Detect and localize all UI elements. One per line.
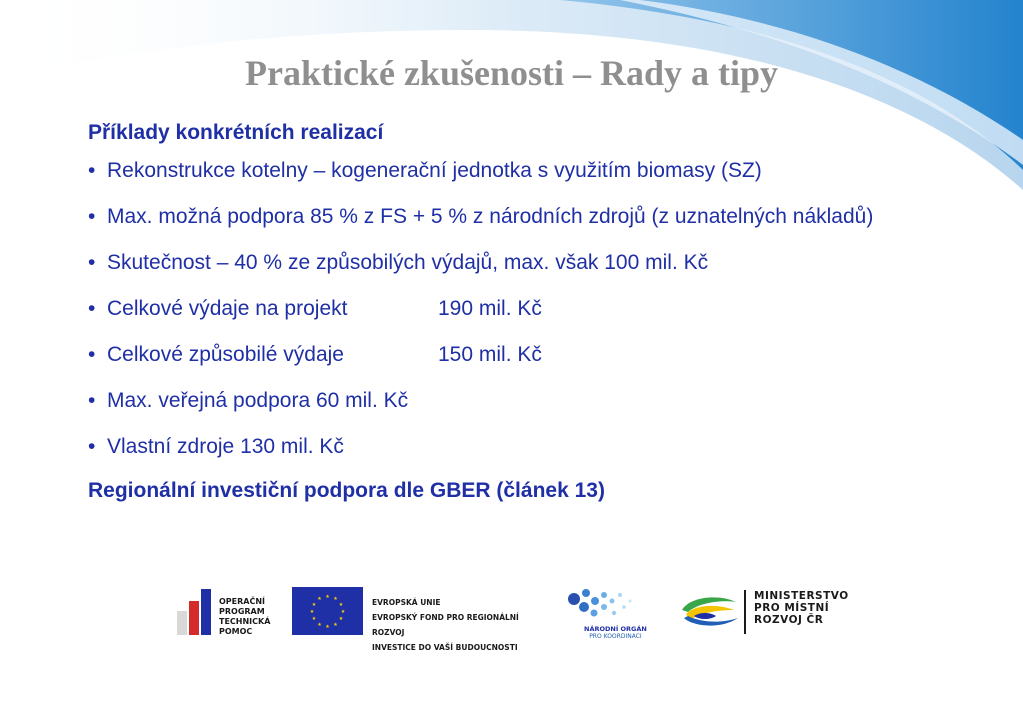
optp-line: POMOC (219, 627, 253, 636)
nok-logo (560, 585, 650, 645)
slide-title: Praktické zkušenosti – Rady a tipy (244, 53, 779, 93)
optp-bars-icon (177, 587, 217, 637)
svg-text:★: ★ (317, 596, 322, 602)
svg-text:★: ★ (333, 622, 338, 628)
svg-text:★: ★ (317, 622, 322, 628)
bullet-list (88, 157, 918, 461)
nok-line: NÁRODNÍ ORGÁN (584, 625, 647, 633)
eu-text (372, 595, 552, 655)
optp-logo (177, 587, 272, 637)
mmr-line: MINISTERSTVO (754, 590, 849, 602)
mmr-line: PRO MÍSTNÍ (754, 602, 830, 614)
row-value: 190 mil. Kč (438, 297, 542, 320)
svg-text:★: ★ (338, 616, 344, 622)
nok-line: PRO KOORDINACI (589, 633, 642, 640)
eu-logo (292, 587, 552, 652)
svg-text:★: ★ (309, 609, 315, 615)
slide-content (88, 121, 918, 503)
eu-line: EVROPSKÝ FOND PRO REGIONÁLNÍ ROZVOJ (372, 613, 519, 637)
mmr-text (754, 590, 849, 626)
eu-flag-icon (292, 587, 363, 635)
optp-line: TECHNICKÁ (219, 617, 271, 626)
nok-dots-icon (564, 585, 634, 623)
logo-strip (0, 580, 1023, 650)
svg-text:★: ★ (333, 596, 338, 602)
mmr-line: ROZVOJ ČR (754, 614, 824, 626)
footer-heading: Regionální investiční podpora dle GBER (článek 13) (88, 479, 605, 502)
eu-line: EVROPSKÁ UNIE (372, 598, 441, 607)
bullet-item: • Rekonstrukce kotelny – kogenerační jednotka s využitím biomasy (SZ) (88, 157, 918, 185)
svg-text:★: ★ (325, 594, 330, 600)
optp-line: OPERAČNÍ (219, 597, 266, 606)
bullet-item: • Skutečnost – 40 % ze způsobilých výdajů, max. však 100 mil. Kč (88, 249, 918, 277)
svg-text:★: ★ (340, 609, 346, 615)
mmr-divider (744, 590, 746, 634)
mmr-logo (680, 588, 860, 638)
bullet-item: • Max. veřejná podpora 60 mil. Kč (88, 387, 918, 415)
row-label: Celkové výdaje na projekt (107, 297, 348, 320)
nok-text (584, 625, 647, 640)
svg-text:★: ★ (325, 624, 330, 630)
svg-text:★: ★ (311, 616, 317, 622)
optp-text (219, 597, 270, 637)
optp-line: PROGRAM (219, 607, 265, 616)
mmr-emblem-icon (680, 592, 740, 632)
bullet-item-row (88, 295, 918, 323)
svg-text:★: ★ (338, 602, 344, 608)
eu-line: INVESTICE DO VAŠÍ BUDOUCNOSTI (372, 643, 518, 652)
bullet-item-row (88, 341, 918, 369)
row-label: Celkové způsobilé výdaje (107, 343, 344, 366)
section-heading: Příklady konkrétních realizací (88, 121, 384, 144)
svg-text:★: ★ (311, 602, 317, 608)
bullet-item: • Max. možná podpora 85 % z FS + 5 % z národních zdrojů (z uznatelných nákladů) (88, 203, 918, 231)
row-value: 150 mil. Kč (438, 343, 542, 366)
bullet-item: • Vlastní zdroje 130 mil. Kč (88, 433, 918, 461)
